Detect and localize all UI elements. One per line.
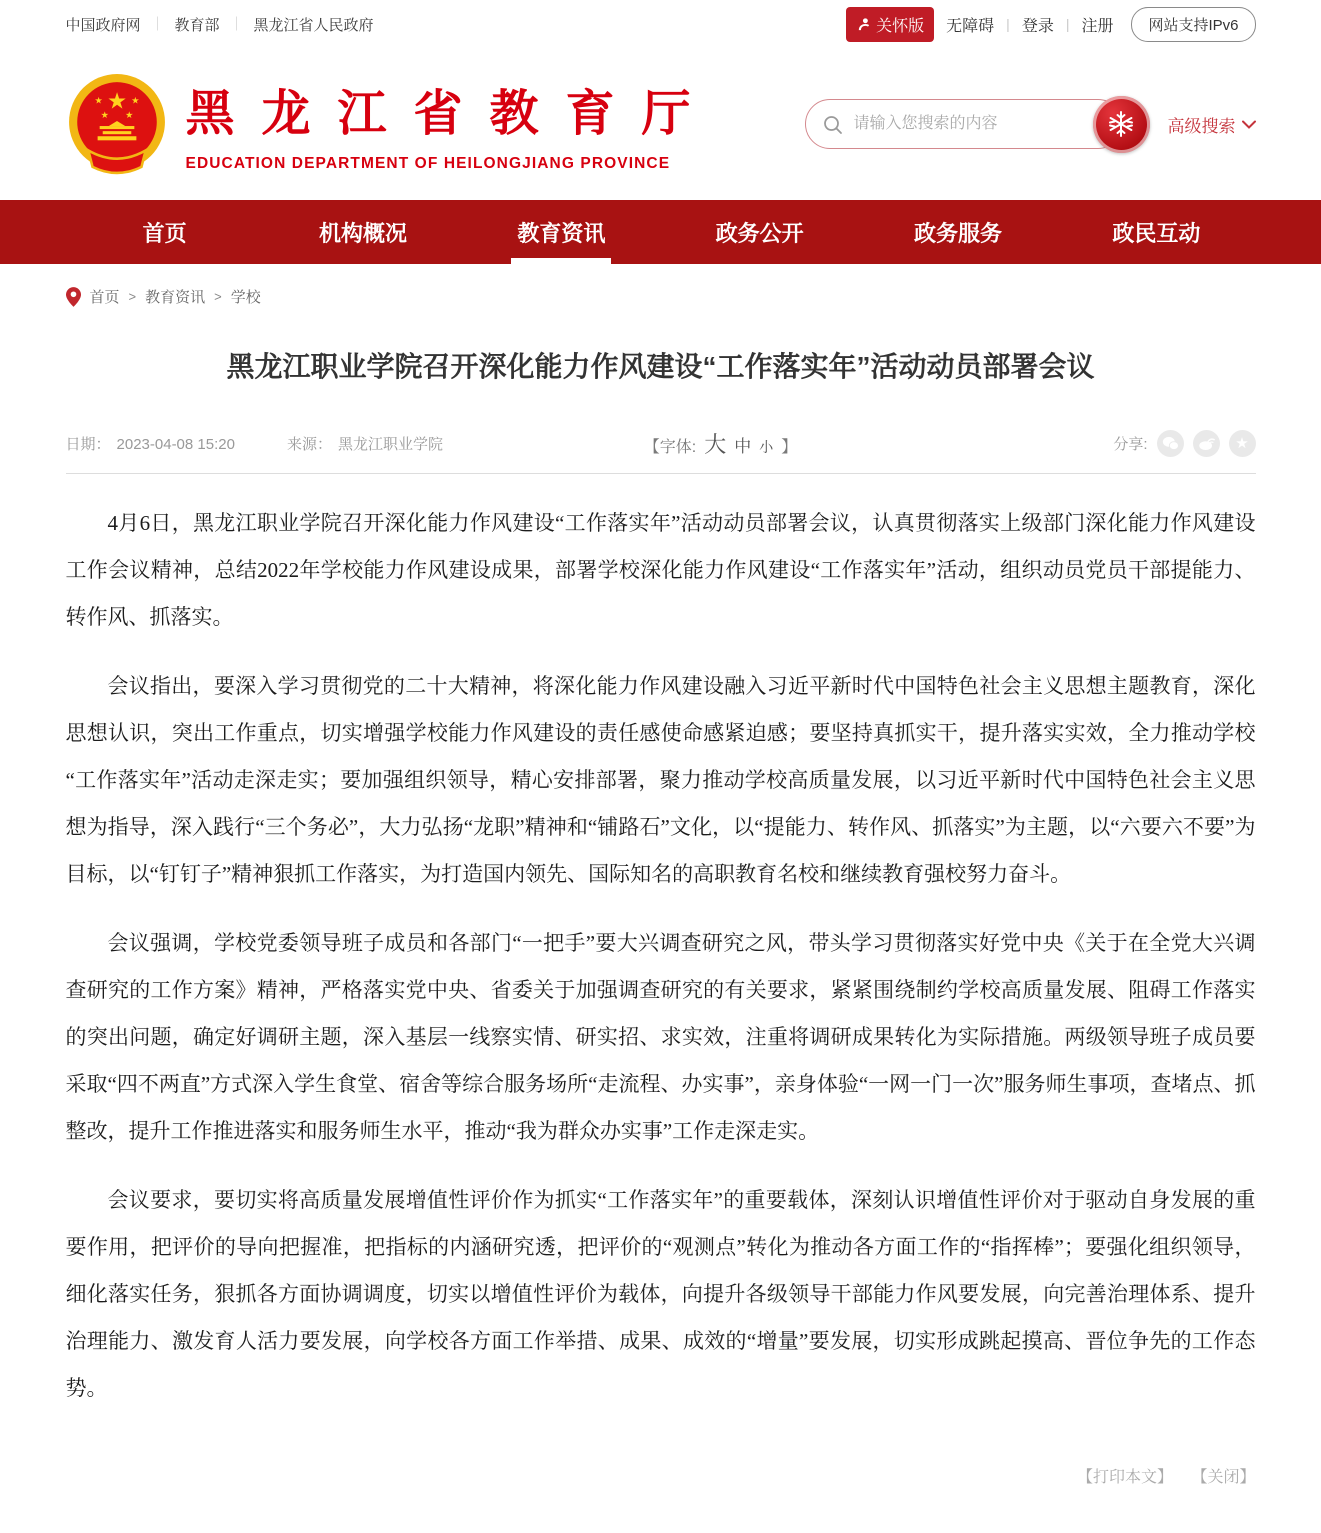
breadcrumb-item-education-news[interactable]: 教育资讯 <box>145 289 206 306</box>
nav-item-education-news[interactable]: 教育资讯 <box>462 200 660 264</box>
share-controls <box>797 430 1255 457</box>
care-version-label: 关怀版 <box>876 17 925 35</box>
separator: ｜ <box>229 16 244 32</box>
date-label: 日期： <box>65 436 111 454</box>
font-size-controls <box>644 428 797 459</box>
separator: ｜ <box>150 16 165 32</box>
advanced-search-button[interactable] <box>1168 112 1256 137</box>
main-nav <box>0 200 1321 264</box>
search-input[interactable] <box>806 100 1122 148</box>
weibo-icon <box>1198 436 1215 451</box>
nav-item-public-interaction[interactable]: 政民互动 <box>1112 220 1201 246</box>
topbar <box>0 0 1321 48</box>
svg-text:★: ★ <box>130 95 139 106</box>
svg-text:★: ★ <box>94 95 103 106</box>
search-icon <box>822 114 844 141</box>
font-size-small-button[interactable]: 小 <box>759 439 774 456</box>
source-value: 黑龙江职业学院 <box>337 436 443 454</box>
search-box <box>805 99 1123 149</box>
advanced-search-label: 高级搜索 <box>1167 116 1236 136</box>
breadcrumb-separator: > <box>214 289 222 304</box>
ipv6-badge[interactable]: 网站支持IPv6 <box>1131 7 1255 42</box>
login-link[interactable]: 登录 <box>1021 17 1054 35</box>
separator: | <box>1006 16 1010 32</box>
star-icon: ★ <box>1235 435 1249 453</box>
accessibility-link[interactable]: 无障碍 <box>946 17 995 35</box>
site-title: 黑龙江省教育厅 <box>185 87 718 141</box>
share-label: 分享: <box>1113 436 1148 454</box>
font-size-medium-button[interactable]: 中 <box>734 437 752 457</box>
topbar-utilities <box>846 7 1255 42</box>
font-size-label: 【字体: <box>643 439 697 457</box>
breadcrumb-row <box>66 264 1256 317</box>
care-person-icon <box>856 17 871 32</box>
site-header <box>0 48 1321 200</box>
source-label: 来源： <box>286 436 332 454</box>
paragraph: 会议强调，学校党委领导班子成员和各部门“一把手”要大兴调查研究之风，带头学习贯彻落实好党中央《关于在全党大兴调查研究的工作方案》精神，严格落实党中央、省委关于加强调查研究的有关要求，紧紧围绕制约学校高质量发展、阻碍工作落实的突出问题，确定好调研主题，深入基层一线察实情、研实招、求实效，注重将调研成果转化为实际措施。两级领导班子成员要采取“四不两直”方式深入学生食堂、宿舍等综合服务场所“走流程、办实事”，亲身体验“一网一门一次”服务师生事项，查堵点、抓整改，提升工作推进落实和服务师生水平，推动“我为群众办实事”工作走深走实。 <box>65 931 1256 1144</box>
date-value: 2023-04-08 15:20 <box>116 436 235 454</box>
share-favorite-button[interactable] <box>1229 430 1256 457</box>
nav-item-gov-affairs[interactable]: 政务公开 <box>715 220 804 246</box>
search-submit-button[interactable] <box>1093 96 1150 153</box>
nav-item-home[interactable]: 首页 <box>142 220 187 246</box>
paragraph: 会议指出，要深入学习贯彻党的二十大精神，将深化能力作风建设融入习近平新时代中国特色社会主义思想主题教育，深化思想认识，突出工作重点，切实增强学校能力作风建设的责任感使命感紧迫感；要坚持真抓实干，提升落实实效，全力推动学校“工作落实年”活动走深走实；要加强组织领导，精心安排部署，聚力推动学校高质量发展，以习近平新时代中国特色社会主义思想为指导，深入践行“三个务必”，大力弘扬“龙职”精神和“铺路石”文化，以“提能力、转作风、抓落实”为主题，以“六要六不要”为目标，以“钉钉子”精神狠抓工作落实，为打造国内领先、国际知名的高职教育名校和继续教育强校努力奋斗。 <box>65 674 1256 887</box>
register-link[interactable]: 注册 <box>1081 17 1114 35</box>
site-logo[interactable] <box>66 73 718 175</box>
article-body <box>66 474 1256 1412</box>
chevron-down-icon <box>1242 120 1256 129</box>
font-size-label-close: 】 <box>781 439 798 457</box>
article-meta-left <box>66 433 524 454</box>
font-size-large-button[interactable]: 大 <box>704 432 727 458</box>
topbar-link-moe[interactable]: 教育部 <box>174 16 220 34</box>
svg-text:★: ★ <box>124 109 133 120</box>
care-version-button[interactable] <box>846 7 934 42</box>
search-zone <box>805 96 1256 153</box>
national-emblem-icon <box>66 73 168 175</box>
print-button[interactable]: 【打印本文】 <box>1077 1469 1174 1487</box>
svg-text:★: ★ <box>106 88 127 114</box>
paragraph: 会议要求，要切实将高质量发展增值性评价作为抓实“工作落实年”的重要载体，深刻认识增值性评价对于驱动自身发展的重要作用，把评价的导向把握准，把指标的内涵研究透，把评价的“观测点”转化为推动各方面工作的“指挥棒”；要强化组织领导，细化落实任务，狠抓各方面协调调度，切实以增值性评价为载体，向提升各级领导干部能力作风要发展，向完善治理体系、提升治理能力、激发育人活力要发展，向学校各方面工作举措、成果、成效的“增量”要发展，切实形成跳起摸高、晋位争先的工作态势。 <box>65 1188 1256 1401</box>
breadcrumb-item-school[interactable]: 学校 <box>230 289 261 306</box>
breadcrumb-separator: > <box>128 289 137 304</box>
paragraph: 4月6日，黑龙江职业学院召开深化能力作风建设“工作落实年”活动动员部署会议，认真贯彻落实上级部门深化能力作风建设工作会议精神，总结2022年学校能力作风建设成果，部署学校深化能力作风建设“工作落实年”活动，组织动员党员干部提能力、转作风、抓落实。 <box>65 511 1256 630</box>
topbar-link-gov-cn[interactable]: 中国政府网 <box>65 16 141 34</box>
wechat-icon <box>1162 436 1179 451</box>
nav-item-gov-services[interactable]: 政务服务 <box>913 220 1002 246</box>
topbar-link-hlj-gov[interactable]: 黑龙江省人民政府 <box>253 16 374 34</box>
snowflake-icon <box>1106 109 1136 139</box>
site-title-en: EDUCATION DEPARTMENT OF HEILONGJIANG PROVINCE <box>185 155 671 172</box>
article <box>66 347 1256 1533</box>
breadcrumb <box>66 286 1256 307</box>
nav-item-organization[interactable]: 机构概况 <box>318 220 407 246</box>
article-meta <box>66 428 1256 474</box>
article-actions <box>66 1464 1256 1533</box>
share-weibo-button[interactable] <box>1193 430 1220 457</box>
close-button[interactable]: 【关闭】 <box>1191 1469 1256 1487</box>
share-wechat-button[interactable] <box>1157 430 1184 457</box>
location-pin-icon <box>66 287 81 307</box>
topbar-links <box>66 14 374 35</box>
breadcrumb-item-home[interactable]: 首页 <box>89 289 120 306</box>
svg-text:★: ★ <box>100 109 109 120</box>
article-title: 黑龙江职业学院召开深化能力作风建设“工作落实年”活动动员部署会议 <box>226 351 1095 382</box>
separator: | <box>1065 16 1070 32</box>
